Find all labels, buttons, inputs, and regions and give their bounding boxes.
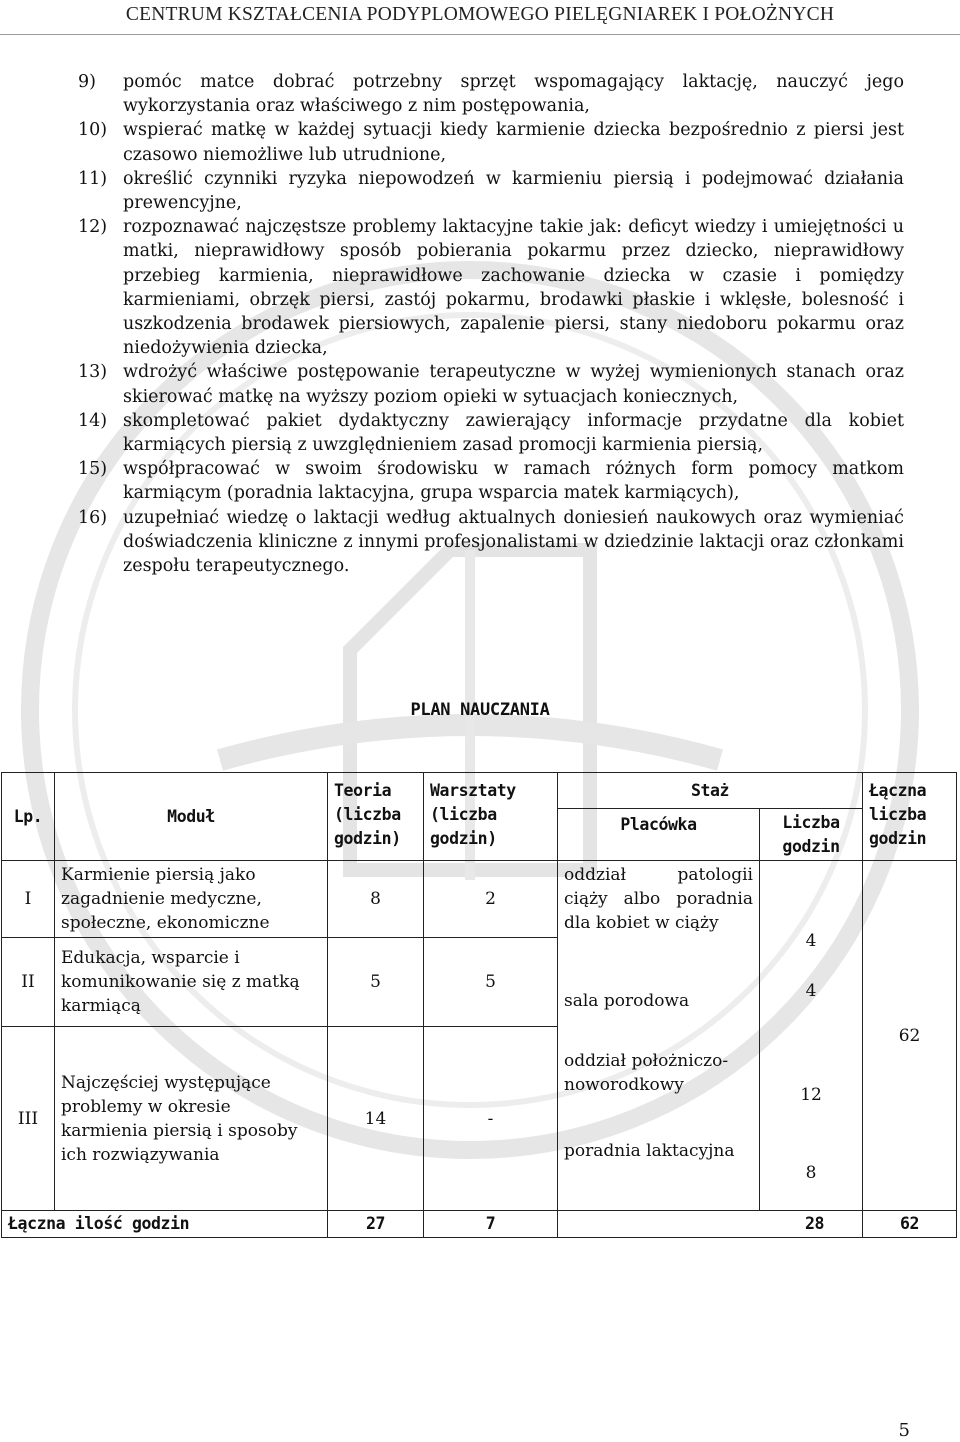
row-module: Karmienie piersią jako zagadnienie medyczne, społeczne, ekonomiczne xyxy=(55,861,328,938)
row-workshops: - xyxy=(424,1027,558,1211)
facilities-cell xyxy=(558,861,760,1211)
col-header-workshops: Warsztaty (liczba godzin) xyxy=(424,773,558,861)
header-divider xyxy=(0,34,960,35)
row-theory: 5 xyxy=(328,938,424,1027)
row-workshops: 5 xyxy=(424,938,558,1027)
list-item xyxy=(78,118,904,166)
facility-hours: 8 xyxy=(805,1163,817,1183)
list-item-number: 15) xyxy=(78,459,108,480)
col-header-lp: Lp. xyxy=(2,773,55,861)
list-item-text: skompletować pakiet dydaktyczny zawierający informacje przydatne dla kobiet karmiących piersią z uwzględnieniem zasad promocji karmienia piersią, xyxy=(123,410,904,456)
facility-hours: 4 xyxy=(805,981,817,1001)
list-item xyxy=(78,215,904,360)
row-module: Najczęściej występujące problemy w okresie karmienia piersią i sposoby ich rozwiązywania xyxy=(55,1027,328,1211)
summary-label: Łączna ilość godzin xyxy=(2,1211,328,1238)
table-row xyxy=(2,861,957,938)
document-header: CENTRUM KSZTAŁCENIA PODYPLOMOWEGO PIELĘGNIAREK I POŁOŻNYCH xyxy=(125,4,835,25)
row-lp: II xyxy=(2,938,55,1027)
summary-row xyxy=(2,1211,957,1238)
facility-hours-cell xyxy=(760,861,863,1211)
summary-total: 62 xyxy=(863,1211,957,1238)
list-item xyxy=(78,70,904,118)
row-workshops: 2 xyxy=(424,861,558,938)
list-item xyxy=(78,457,904,505)
plan-title: PLAN NAUCZANIA xyxy=(410,700,550,720)
row-lp: III xyxy=(2,1027,55,1211)
summary-theory: 27 xyxy=(328,1211,424,1238)
col-header-module: Moduł xyxy=(55,773,328,861)
list-item-number: 12) xyxy=(78,217,108,238)
grand-total-cell: 62 xyxy=(863,861,957,1211)
list-item xyxy=(78,360,904,408)
list-item-number: 11) xyxy=(78,168,108,189)
facility-entry: oddział położniczo-noworodkowy xyxy=(564,1051,729,1095)
row-theory: 8 xyxy=(328,861,424,938)
page-number: 5 xyxy=(898,1420,910,1441)
plan-table xyxy=(1,772,957,1238)
list-item xyxy=(78,409,904,457)
col-header-facility: Placówka xyxy=(558,809,760,861)
list-item-number: 10) xyxy=(78,120,108,141)
list-item-text: uzupełniać wiedzę o laktacji według aktualnych doniesień naukowych oraz wymieniać doświadczenia kliniczne z innymi profesjonalistami w dziedzinie laktacji oraz członkami zespołu terapeutycznego. xyxy=(123,507,904,577)
col-header-hours: Liczba godzin xyxy=(760,809,863,861)
header-row xyxy=(2,773,957,809)
facility-hours: 4 xyxy=(805,931,817,951)
list-item-text: wspierać matkę w każdej sytuacji kiedy karmienie dziecka bezpośrednio z piersi jest czasowo niemożliwe lub utrudnione, xyxy=(123,120,904,165)
summary-workshops: 7 xyxy=(424,1211,558,1238)
list-item xyxy=(78,167,904,215)
col-header-theory: Teoria (liczba godzin) xyxy=(328,773,424,861)
list-item-text: określić czynniki ryzyka niepowodzeń w karmieniu piersią i podejmować działania prewencyjne, xyxy=(123,168,904,214)
list-item-number: 14) xyxy=(78,410,108,431)
list-item-text: pomóc matce dobrać potrzebny sprzęt wspomagający laktację, nauczyć jego wykorzystania oraz właściwego z nim postępowania, xyxy=(123,72,904,117)
competencies-list xyxy=(78,70,904,578)
row-theory: 14 xyxy=(328,1027,424,1211)
facility-entry: poradnia laktacyjna xyxy=(564,1141,735,1161)
list-item-text: współpracować w swoim środowisku w ramach różnych form pomocy matkom karmiącym (poradnia laktacyjna, grupa wsparcia matek karmiących), xyxy=(123,459,904,504)
col-header-total: Łączna liczba godzin xyxy=(863,773,957,861)
list-item-number: 13) xyxy=(78,362,108,383)
row-lp: I xyxy=(2,861,55,938)
list-item-text: rozpoznawać najczęstsze problemy laktacyjne takie jak: deficyt wiedzy i umiejętności u matki, nieprawidłowy sposób pobierania pokarmu przez dziecko, nieprawidłowy przebieg karmienia, nieprawidłowe zachowanie dziecka w czasie i pomiędzy karmieniami, obrzęk piersi, zastój pokarmu, brodawki płaskie i wklęsłe, bolesność i uszkodzenia brodawek piersiowych, zapalenie piersi, stany niedoboru pokarmu oraz niedożywienia dziecka, xyxy=(123,217,904,359)
list-item xyxy=(78,506,904,579)
facility-entry: oddział patologii ciąży albo poradnia dla kobiet w ciąży xyxy=(564,865,753,933)
col-header-internship: Staż xyxy=(558,773,863,809)
list-item-text: wdrożyć właściwe postępowanie terapeutyczne w wyżej wymienionych stanach oraz skierować matkę na wyższy poziom opieki w sytuacjach koniecznych, xyxy=(123,362,904,407)
list-item-number: 16) xyxy=(78,507,108,528)
facility-entry: sala porodowa xyxy=(564,991,690,1011)
summary-internship: 28 xyxy=(558,1211,863,1238)
list-item-number: 9) xyxy=(78,72,96,92)
row-module: Edukacja, wsparcie i komunikowanie się z matką karmiącą xyxy=(55,938,328,1027)
facility-hours: 12 xyxy=(800,1085,822,1105)
